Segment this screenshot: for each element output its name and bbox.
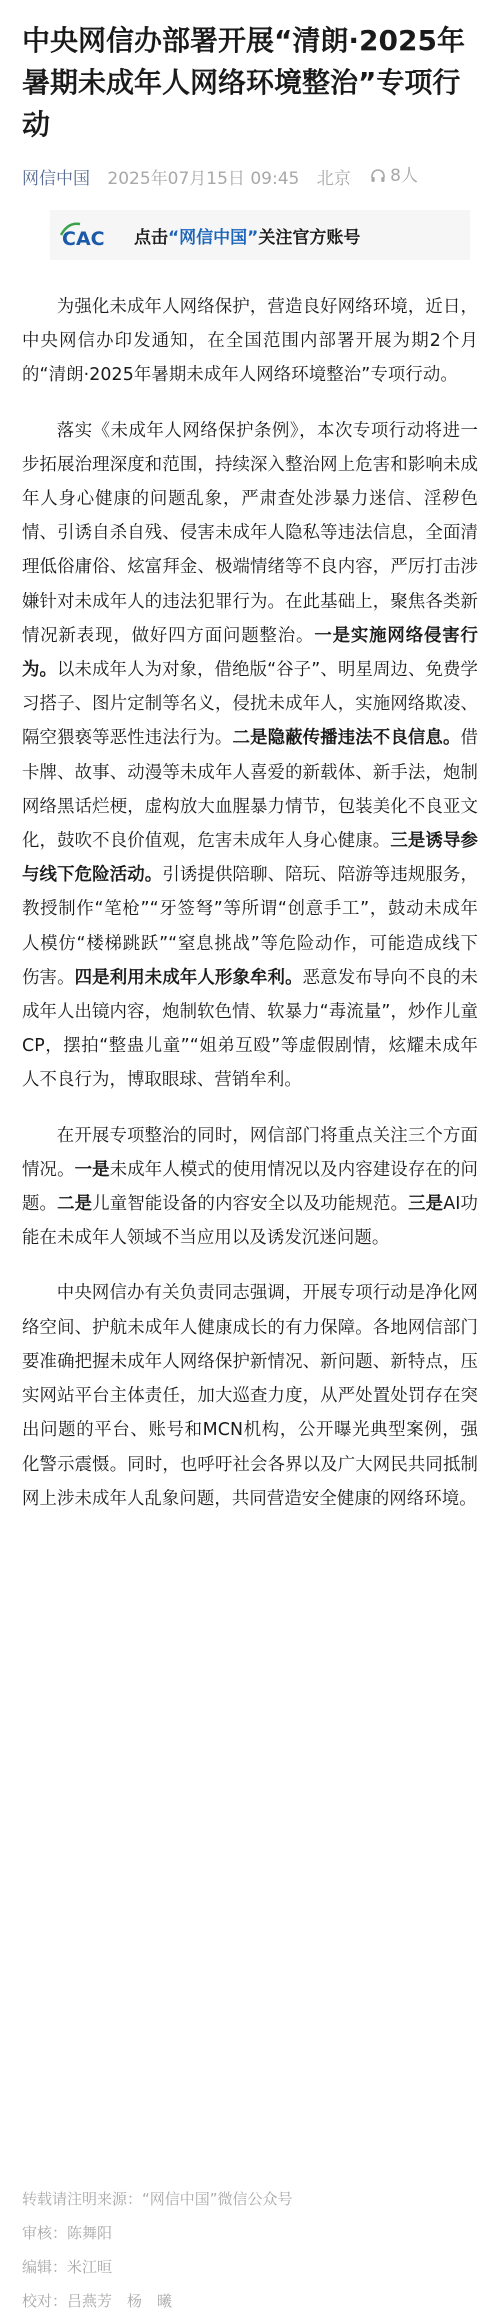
text-segment: 在开展专项整治的同时，网信部门将重点关注三个方面情况。 <box>22 1125 478 1180</box>
follow-banner-text <box>134 223 360 248</box>
text-segment: 借卡牌、故事、动漫等未成年人喜爱的新载体、新手法，炮制网络黑话烂梗，虚构放大血腥暴力情节，包装美化不良亚文化，鼓吹不良价值观，危害未成年人身心健康。 <box>22 728 478 852</box>
text-segment: AI功能在未成年人领域不当应用以及诱发沉迷问题。 <box>22 1194 479 1249</box>
listen-button[interactable] <box>370 164 418 188</box>
article-paragraph <box>22 1276 478 1515</box>
publish-location: 北京 <box>316 169 351 189</box>
editor-credit: 编辑：米江晅 <box>22 2258 113 2276</box>
bold-text-segment: 三是 <box>408 1194 444 1215</box>
text-segment: 落实《未成年人网络保护条例》，本次专项行动将进一步拓展治理深度和范围，持续深入整治网上危害和影响未成年人身心健康的问题乱象，严肃查处涉暴力迷信、淫秽色情、引诱自杀自残、侵害未成年人隐私等违法信息，全面清理低俗庸俗、炫富拜金、极端情绪等不良内容，严厉打击涉嫌针对未成年人的违法犯罪行为。在此基础上，聚焦各类新情况新表现，做好四方面问题整治。 <box>22 420 478 646</box>
text-segment: 引诱提供陪聊、陪玩、陪游等违规服务，教授制作“笔枪”“牙签弩”等所谓“创意手工”，鼓动未成年人模仿“楼梯跳跃”“窒息挑战”等危险动作，可能造成线下伤害。 <box>22 865 478 988</box>
bold-text-segment: 二是 <box>57 1194 93 1215</box>
bold-text-segment: 一是实施网络侵害行为。 <box>22 625 478 681</box>
article-body <box>22 290 478 1537</box>
banner-account: “网信中国” <box>168 227 259 248</box>
text-segment: 恶意发布导向不良的未成年人出镜内容，炮制软色情、软暴力“毒流量”，炒作儿童CP，摆拍“整蛊儿童”“姐弟互殴”等虚假剧情，炫耀未成年人不良行为，博取眼球、营销牟利。 <box>22 967 478 1091</box>
bold-text-segment: 三是诱导参与线下危险活动。 <box>22 831 478 886</box>
article-paragraph <box>22 414 478 1098</box>
text-segment: 中央网信办有关负责同志强调，开展专项行动是净化网络空间、护航未成年人健康成长的有力保障。各地网信部门要准确把握未成年人网络保护新情况、新问题、新特点，压实网站平台主体责任，加大巡查力度，从严处置处罚存在突出问题的平台、账号和MCN机构，公开曝光典型案例，强化警示震慑。同时，也呼吁社会各界以及广大网民共同抵制网上涉未成年人乱象问题，共同营造安全健康的网络环境。 <box>22 1283 478 1509</box>
logo-text: CAC <box>62 228 105 250</box>
banner-suffix: 关注官方账号 <box>258 227 361 248</box>
article-paragraph <box>22 1119 478 1256</box>
text-segment: 儿童智能设备的内容安全以及功能规范。 <box>92 1194 409 1215</box>
text-segment: 为强化未成年人网络保护，营造良好网络环境，近日，中央网信办印发通知，在全国范围内部署开展为期2个月的“清朗·2025年暑期未成年人网络环境整治”专项行动。 <box>22 297 478 386</box>
follow-banner[interactable] <box>50 210 470 260</box>
bold-text-segment: 四是利用未成年人形象牟利。 <box>74 967 303 988</box>
publish-time: 2025年07月15日 09:45 <box>107 169 300 189</box>
article-meta <box>22 164 482 188</box>
article-title: 中央网信办部署开展“清朗·2025年暑期未成年人网络环境整治”专项行动 <box>22 24 465 141</box>
article-paragraph <box>22 290 478 393</box>
bold-text-segment: 一是 <box>74 1159 110 1180</box>
headphones-icon <box>370 168 386 184</box>
banner-prefix: 点击 <box>134 227 168 248</box>
reprint-notice: 转载请注明来源：“网信中国”微信公众号 <box>22 2190 293 2208</box>
listen-count: 8人 <box>390 166 418 186</box>
text-segment: 未成年人模式的使用情况以及内容建设存在的问题。 <box>22 1159 478 1215</box>
bold-text-segment: 二是隐蔽传播违法不良信息。 <box>232 728 461 749</box>
text-segment: 以未成年人为对象，借绝版“谷子”、明星周边、免费学习搭子、图片定制等名义，侵扰未成年人，实施网络欺凌、隔空猥亵等恶性违法行为。 <box>22 660 478 749</box>
proofreader-credit: 校对：吕燕芳 杨 曦 <box>22 2292 173 2310</box>
cac-logo <box>58 218 120 252</box>
reviewer-credit: 审核：陈舞阳 <box>22 2224 113 2242</box>
source-account-link[interactable]: 网信中国 <box>22 169 90 189</box>
article-footer <box>22 2182 478 2318</box>
